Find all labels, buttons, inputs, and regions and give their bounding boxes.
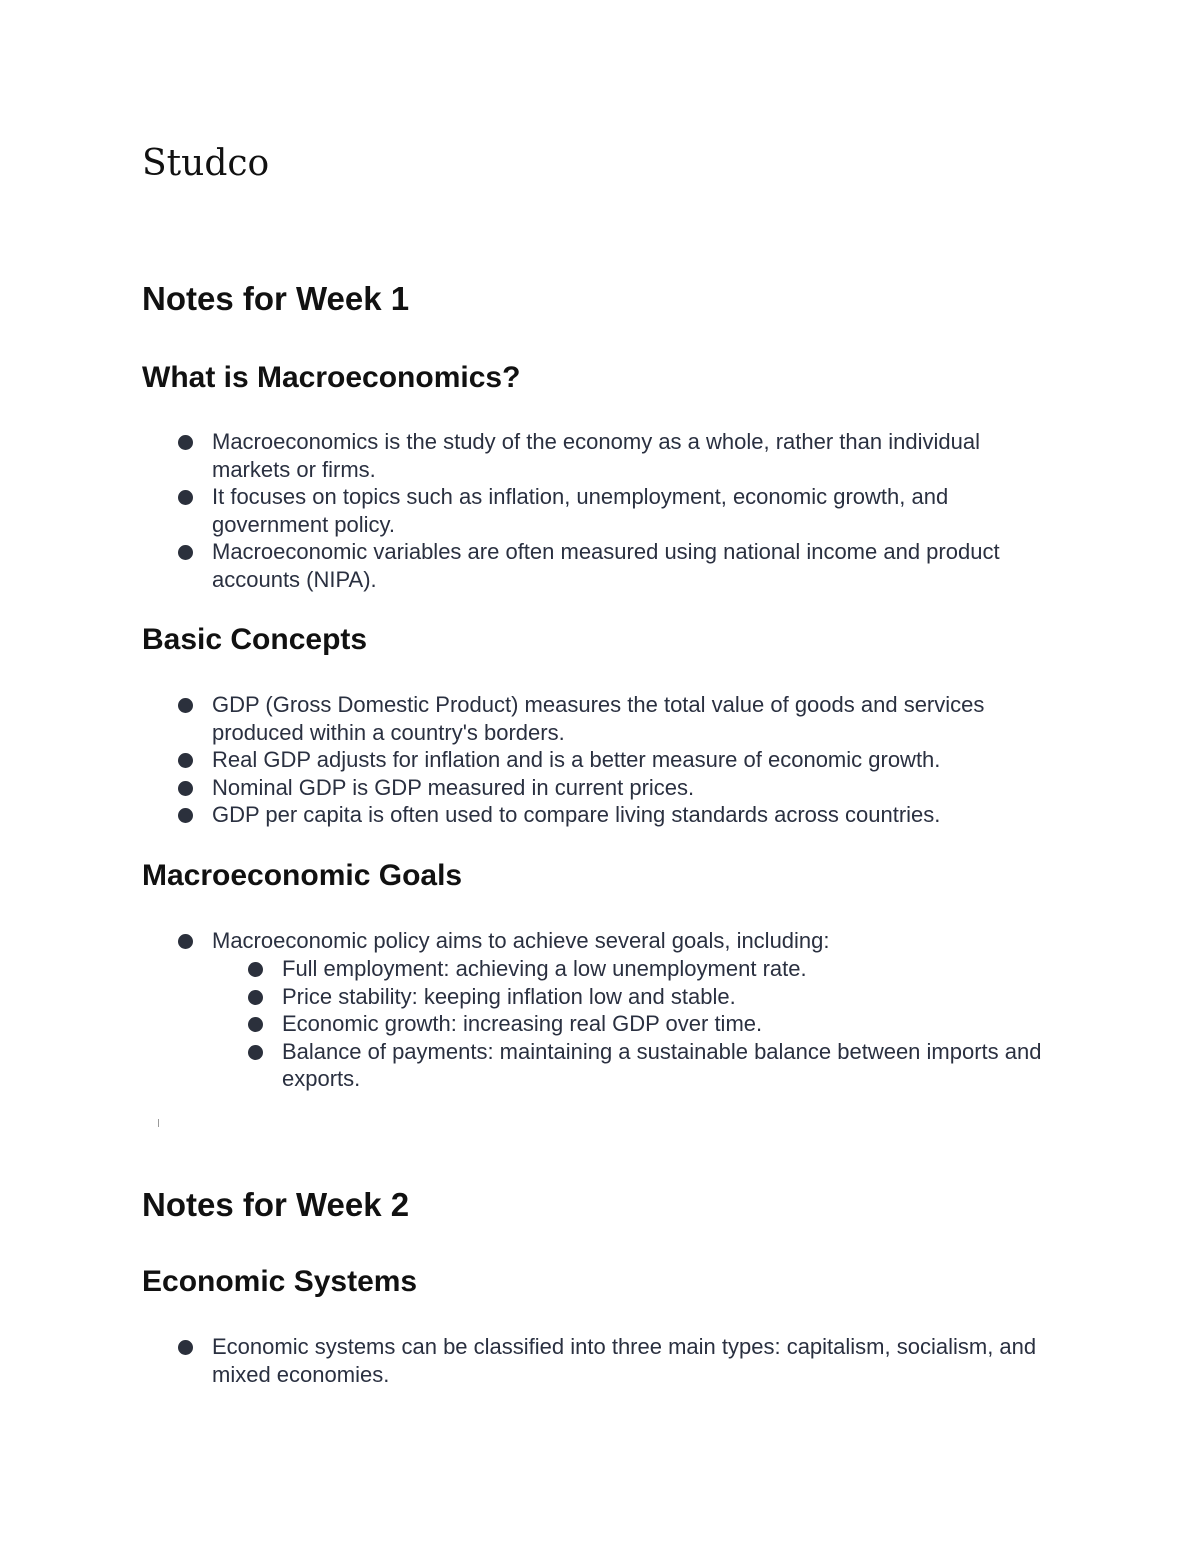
list-item: Real GDP adjusts for inflation and is a better measure of economic growth. [176, 746, 1056, 774]
list-item: GDP per capita is often used to compare living standards across countries. [176, 801, 1056, 829]
list-item: Macroeconomic policy aims to achieve several goals, including: [176, 927, 1056, 955]
list-item: Economic systems can be classified into three main types: capitalism, socialism, and mixed economies. [176, 1333, 1056, 1388]
bullet-list-what-is-macroeconomics [176, 428, 1056, 593]
section-heading-what-is-macroeconomics: What is Macroeconomics? [142, 361, 521, 394]
list-item: Balance of payments: maintaining a sustainable balance between imports and exports. [246, 1038, 1056, 1093]
section-heading-macroeconomic-goals: Macroeconomic Goals [142, 859, 463, 892]
stray-mark [158, 1119, 159, 1127]
week2-title: Notes for Week 2 [142, 1186, 410, 1223]
list-item: GDP (Gross Domestic Product) measures the total value of goods and services produced within a country's borders. [176, 691, 1056, 746]
week1-title: Notes for Week 1 [142, 280, 410, 317]
list-item: Nominal GDP is GDP measured in current prices. [176, 774, 1056, 802]
list-item: It focuses on topics such as inflation, unemployment, economic growth, and government policy. [176, 483, 1056, 538]
bullet-list-basic-concepts [176, 691, 1056, 829]
bullet-list-economic-systems [176, 1333, 1056, 1388]
bullet-list-macroeconomic-goals [176, 927, 1056, 955]
section-heading-economic-systems: Economic Systems [142, 1265, 418, 1298]
list-item: Economic growth: increasing real GDP over time. [246, 1010, 1056, 1038]
list-item: Price stability: keeping inflation low and stable. [246, 983, 1056, 1011]
section-heading-basic-concepts: Basic Concepts [142, 623, 368, 656]
brand-name: Studco [142, 143, 270, 184]
list-item: Macroeconomic variables are often measured using national income and product accounts (NIPA). [176, 538, 1056, 593]
list-item: Macroeconomics is the study of the economy as a whole, rather than individual markets or firms. [176, 428, 1056, 483]
list-item: Full employment: achieving a low unemployment rate. [246, 955, 1056, 983]
nested-bullet-list-goals [246, 955, 1056, 1093]
